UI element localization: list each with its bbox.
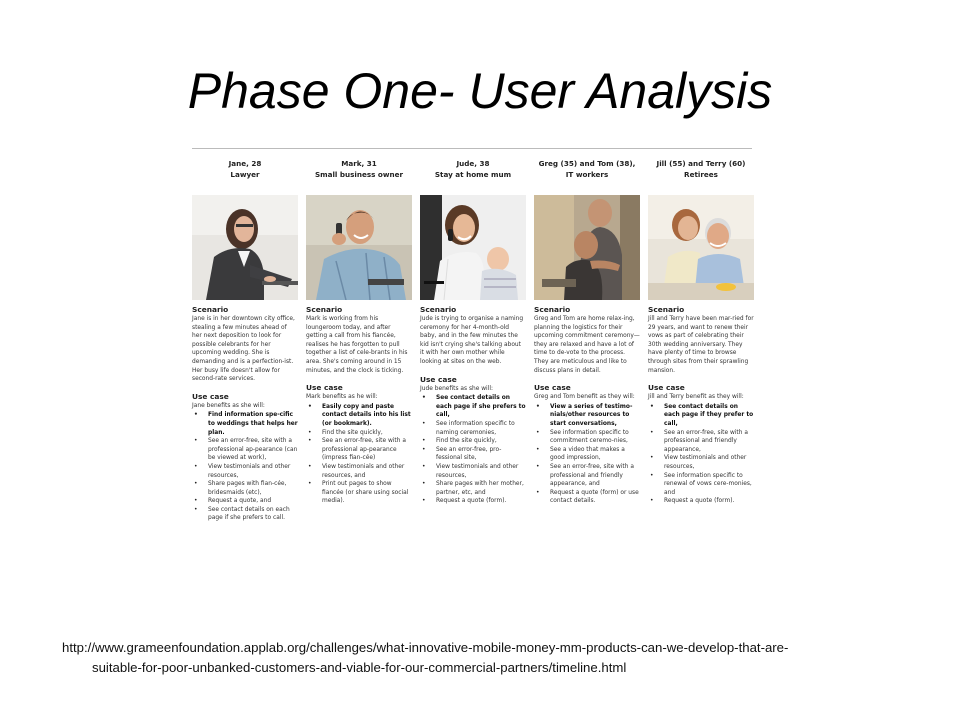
- scenario-heading: Scenario: [306, 305, 343, 314]
- man-on-phone-photo: [306, 195, 412, 300]
- persona-header: [648, 158, 754, 190]
- list-item: • Request a quote (form).: [664, 497, 754, 506]
- source-url-line1: http://www.grameenfoundation.applab.org/challenges/what-innovative-mobile-money-mm-products-can-we-develop-that-are-: [62, 640, 789, 655]
- persona-figure: [192, 148, 754, 578]
- persona-column-jane: [192, 158, 298, 523]
- source-url-line2: suitable-for-poor-unbanked-customers-and-viable-for-our-commercial-partners/timeline.html: [92, 660, 627, 675]
- persona-column-jude: [420, 158, 526, 506]
- list-item: • See contact details on each page if she prefers to call,: [436, 394, 526, 420]
- persona-role: Retirees: [684, 170, 718, 179]
- scenario-text: Jane is in her downtown city office, stealing a few minutes ahead of her next deposition to look for possible celebrants for her upcoming wedding. She is demanding and is a perfection-ist. Her busy life doesn't allow for second-rate services.: [192, 316, 295, 383]
- usecase-heading: Use case: [534, 383, 571, 393]
- list-item: • View testimonials and other resources,: [664, 454, 754, 471]
- scenario-heading: Scenario: [648, 305, 685, 314]
- persona-column-jill-terry: [648, 158, 754, 506]
- list-item: • See information specific to commitment ceremo-nies,: [550, 429, 640, 446]
- usecase-intro: Jude benefits as she will:: [420, 385, 493, 392]
- scenario-heading: Scenario: [192, 305, 229, 314]
- list-item: • Share pages with fian-cée, bridesmaids (etc),: [208, 480, 298, 497]
- list-item: • Find the site quickly,: [436, 437, 526, 446]
- list-item: • View testimonials and other resources,: [208, 463, 298, 480]
- persona-role: Lawyer: [230, 170, 260, 179]
- source-url: [62, 638, 922, 678]
- persona-role: Stay at home mum: [434, 170, 512, 179]
- persona-name: Jill (55) and Terry (60): [656, 159, 746, 168]
- couple-at-home-photo: [534, 195, 640, 300]
- persona-header: [192, 158, 298, 190]
- list-item: • See a video that makes a good impression,: [550, 446, 640, 463]
- usecase-intro: Jane benefits as she will:: [192, 402, 265, 409]
- woman-at-laptop-photo: [192, 195, 298, 300]
- list-item: • See an error-free, site with a professional ap-pearance (can be viewed at work),: [208, 437, 298, 463]
- list-item: • Print out pages to show fiancée (or share using social media).: [322, 480, 412, 506]
- scenario-heading: Scenario: [534, 305, 571, 314]
- scenario-text: Greg and Tom are home relax-ing, planning the logistics for their upcoming commitment ceremony—they are relaxed and have a lot of time to de-vote to the process. They are meticulous and like to discuss plans in detail.: [534, 316, 640, 374]
- persona-header: [534, 158, 640, 190]
- usecase-list: [192, 411, 298, 523]
- list-item: • See an error-free, site with a professional and friendly appearance,: [664, 429, 754, 455]
- scenario-text: Jill and Terry have been mar-ried for 29 years, and want to renew their vows as part of celebrating their 30th wedding anniversary. They have plenty of time to browse through sites from their sprawling mansion.: [648, 316, 754, 374]
- usecase-intro: Greg and Tom benefit as they will:: [534, 394, 635, 401]
- divider: [192, 148, 752, 149]
- list-item: • See an error-free, pro-fessional site,: [436, 446, 526, 463]
- usecase-heading: Use case: [648, 383, 685, 393]
- persona-column-greg-tom: [534, 158, 640, 506]
- persona-column-mark: [306, 158, 412, 506]
- persona-header: [420, 158, 526, 190]
- usecase-heading: Use case: [420, 374, 457, 384]
- list-item: • See contact details on each page if they prefer to call,: [664, 403, 754, 429]
- usecase-intro: Mark benefits as he will:: [306, 394, 378, 401]
- list-item: • Find the site quickly,: [322, 429, 412, 438]
- list-item: • See an error-free, site with a professional ap-pearance (impress fian-cée): [322, 437, 412, 463]
- list-item: • Request a quote (form).: [436, 497, 526, 506]
- persona-name: Greg (35) and Tom (38),: [538, 159, 636, 168]
- list-item: • View testimonials and other resources, and: [322, 463, 412, 480]
- list-item: • View testimonials and other resources,: [436, 463, 526, 480]
- list-item: • Easily copy and paste contact details into his list (or bookmark).: [322, 403, 412, 429]
- persona-header: [306, 158, 412, 190]
- usecase-list: [534, 403, 640, 506]
- usecase-intro: Jill and Terry benefit as they will:: [648, 394, 744, 401]
- list-item: • Share pages with her mother, partner, etc, and: [436, 480, 526, 497]
- slide-title: Phase One- User Analysis: [187, 63, 773, 119]
- list-item: • See information specific to renewal of vows cere-monies, and: [664, 472, 754, 498]
- retired-couple-photo: [648, 195, 754, 300]
- usecase-heading: Use case: [192, 391, 229, 401]
- usecase-list: [648, 403, 754, 506]
- list-item: • View a series of testimo-nials/other resources to start conversations,: [550, 403, 640, 429]
- scenario-text: Jude is trying to organise a naming ceremony for her 4-month-old baby, and in the few minutes the kid isn't crying she's talking about it with her own mother while looking at sites on the web.: [420, 316, 524, 365]
- mother-with-baby-photo: [420, 195, 526, 300]
- list-item: • Find information spe-cific to weddings that helps her plan.: [208, 411, 298, 437]
- usecase-list: [306, 403, 412, 506]
- list-item: • Request a quote (form) or use contact details.: [550, 489, 640, 506]
- usecase-heading: Use case: [306, 383, 343, 393]
- list-item: • See an error-free, site with a professional and friendly appearance, and: [550, 463, 640, 489]
- persona-name: Mark, 31: [341, 159, 377, 168]
- list-item: • See contact details on each page if she prefers to call.: [208, 506, 298, 523]
- persona-role: IT workers: [565, 170, 609, 179]
- usecase-list: [420, 394, 526, 506]
- list-item: • See information specific to naming ceremonies,: [436, 420, 526, 437]
- scenario-heading: Scenario: [420, 305, 457, 314]
- list-item: • Request a quote, and: [208, 497, 298, 506]
- scenario-text: Mark is working from his loungeroom today, and after getting a call from his fiancée, realises he has forgotten to pull together a list of cele-brants in his area. She's coming around in 15 minutes, and the clock is ticking.: [306, 316, 408, 374]
- persona-name: Jane, 28: [228, 159, 262, 168]
- persona-name: Jude, 38: [456, 159, 490, 168]
- persona-role: Small business owner: [314, 170, 404, 179]
